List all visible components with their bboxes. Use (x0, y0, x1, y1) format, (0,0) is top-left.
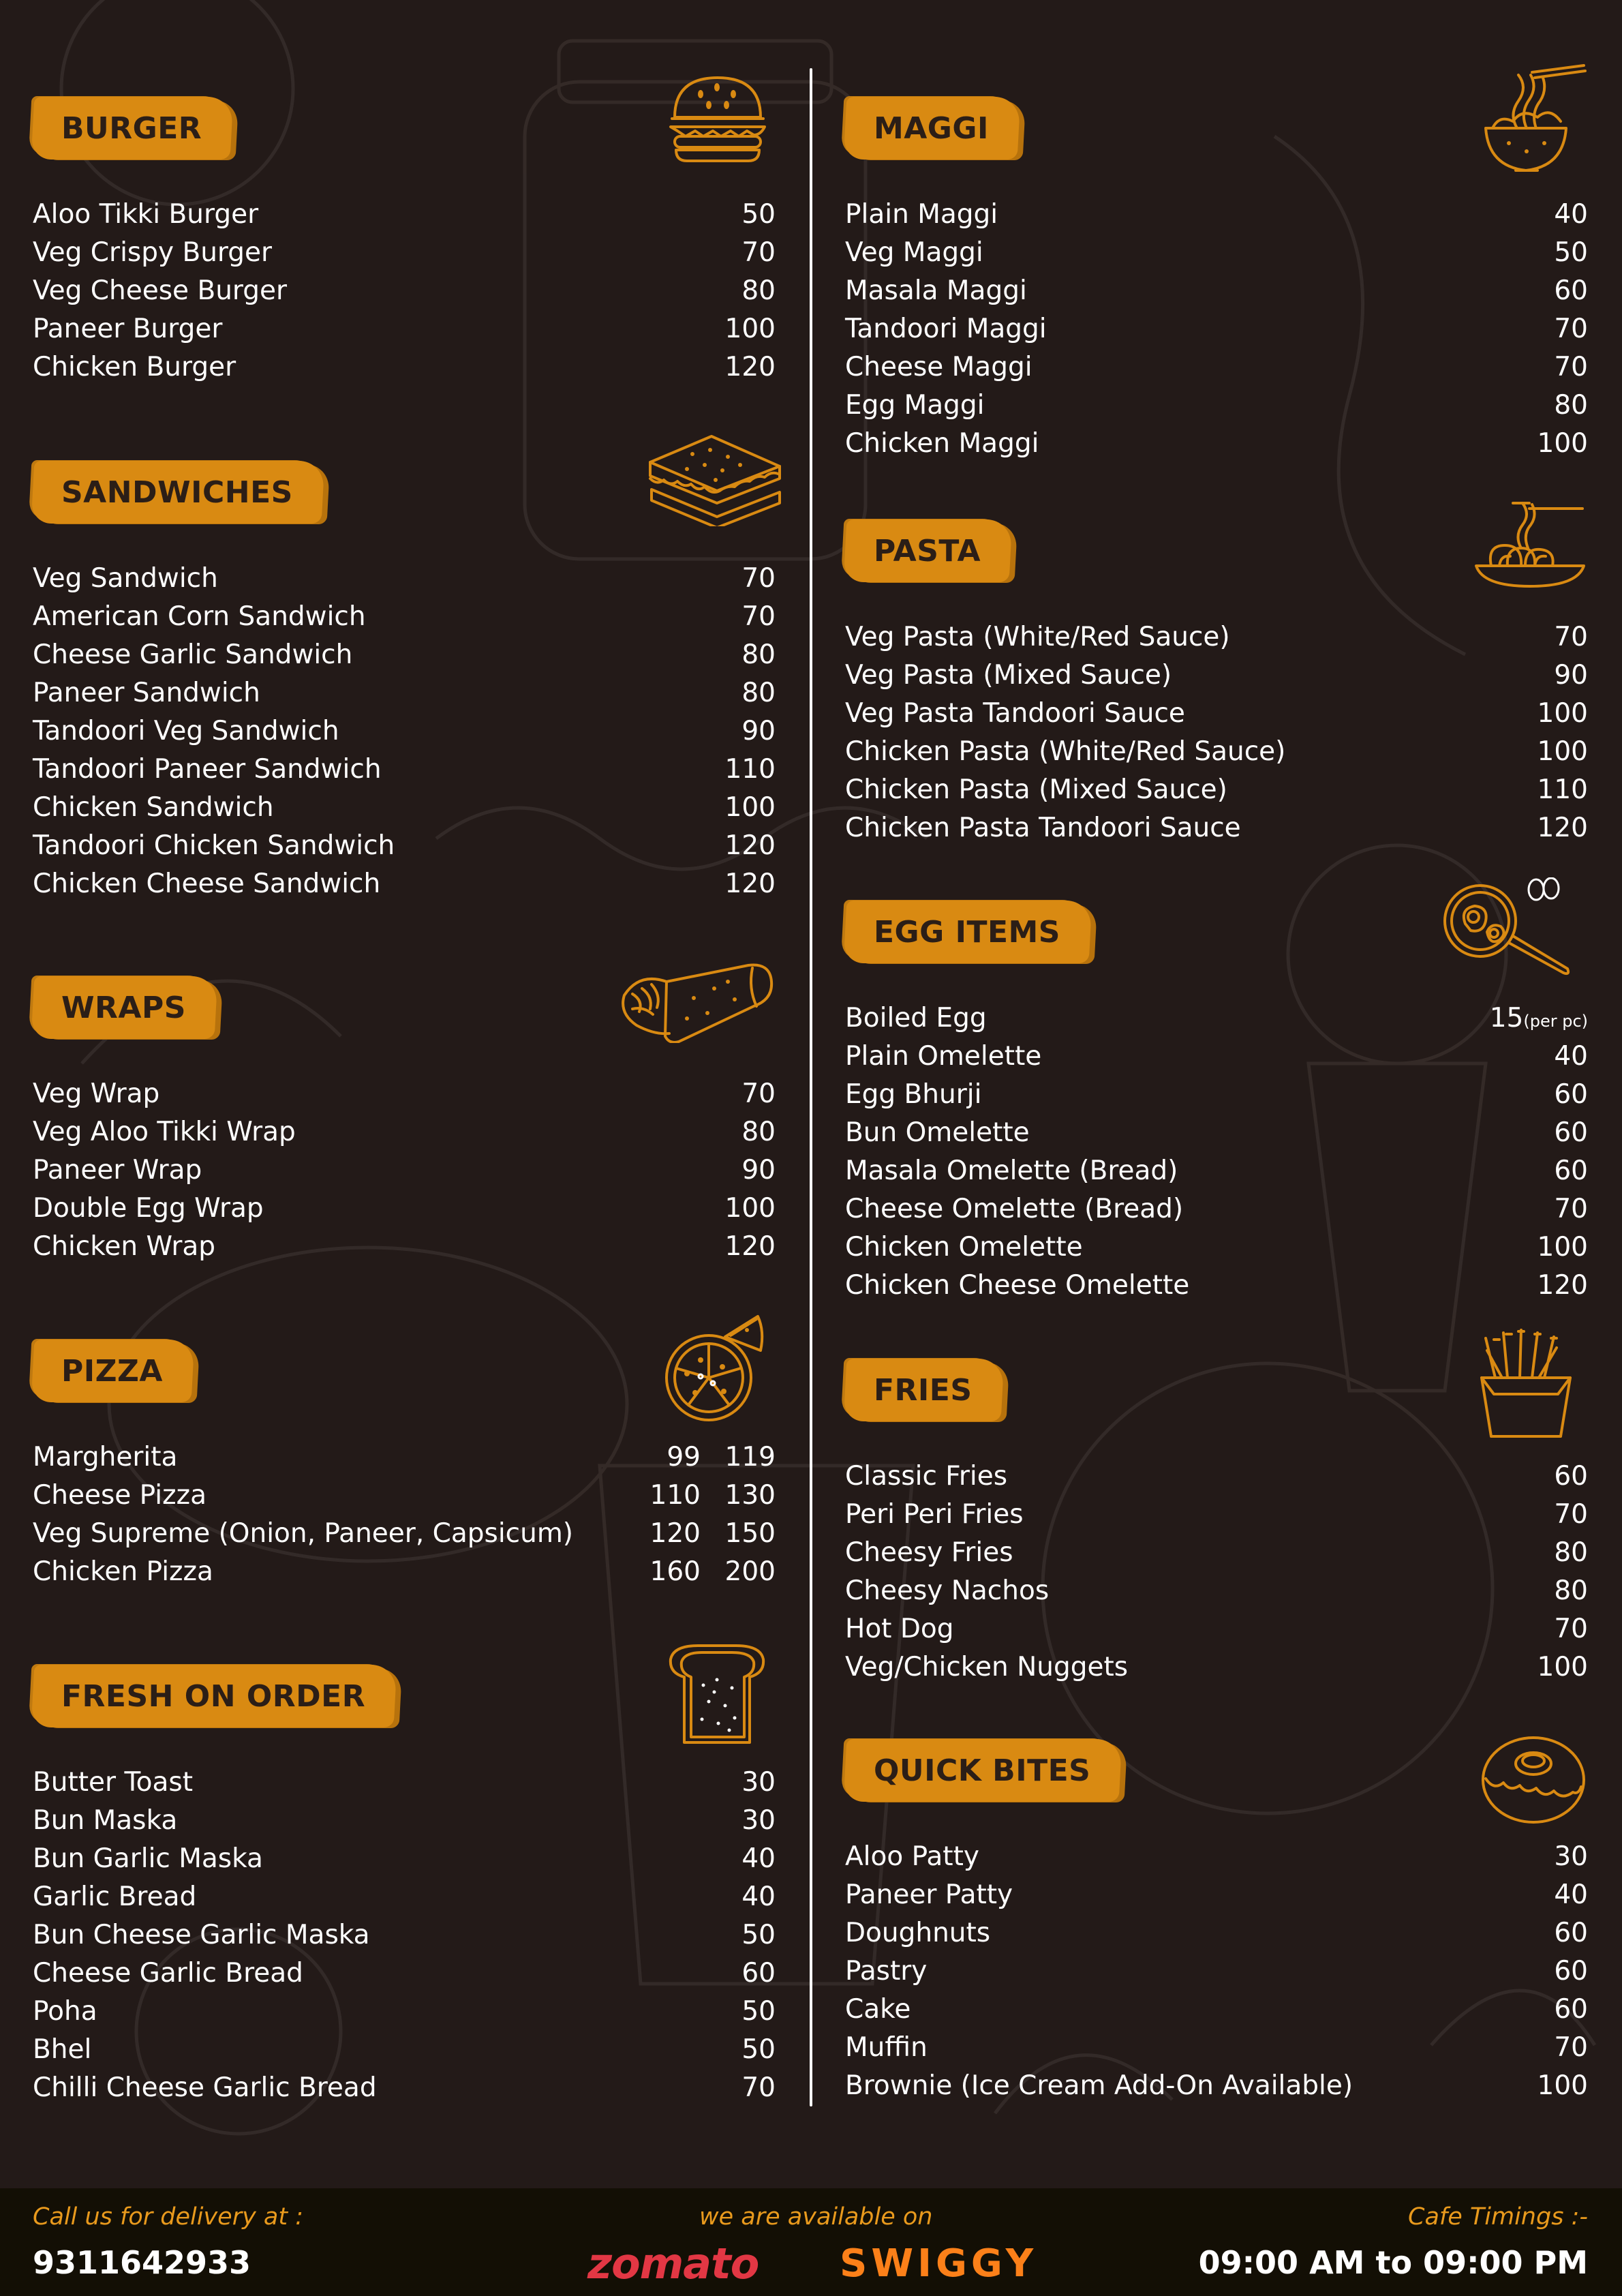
item-price: 40 (741, 1881, 776, 1912)
menu-item (33, 348, 776, 386)
item-name: Pastry (845, 1955, 928, 1987)
item-price: 60 (1554, 1155, 1588, 1186)
menu-item (33, 826, 776, 864)
section-heading (31, 1665, 397, 1727)
item-name: Veg Pasta (White/Red Sauce) (845, 621, 1230, 652)
menu-item (845, 656, 1588, 694)
item-price: 40 (741, 1843, 776, 1874)
available-on-label: we are available on (699, 2203, 933, 2231)
item-price: 120 (724, 351, 776, 382)
item-price: 70 (741, 2072, 776, 2103)
item-price: 80 (1554, 389, 1588, 421)
item-price-group (1490, 1003, 1588, 1033)
section-heading-label: WRAPS (61, 990, 186, 1025)
item-name: Chicken Omelette (845, 1231, 1083, 1263)
item-price: 120 (724, 868, 776, 899)
menu-item (33, 1916, 776, 1954)
item-name: Butter Toast (33, 1766, 194, 1798)
menu-item (845, 809, 1588, 847)
item-price: 70 (1554, 1498, 1588, 1530)
item-price: 70 (741, 237, 776, 268)
section-heading-label: PASTA (874, 533, 981, 569)
phone-number[interactable]: 9311642933 (33, 2244, 251, 2281)
item-name: Plain Omelette (845, 1040, 1042, 1072)
item-prices (626, 1442, 776, 1472)
menu-item (845, 1151, 1588, 1190)
item-name: Tandoori Maggi (845, 313, 1047, 344)
burger-icon (665, 75, 770, 164)
item-price: 100 (1537, 2070, 1588, 2101)
item-name: Paneer Wrap (33, 1154, 202, 1185)
item-price: 90 (741, 715, 776, 746)
item-name: Veg Pasta (Mixed Sauce) (845, 659, 1172, 691)
item-name: Aloo Tikki Burger (33, 198, 259, 230)
menu-item (33, 1992, 776, 2030)
section-heading (844, 97, 1021, 160)
zomato-logo[interactable]: zomato (587, 2239, 759, 2289)
item-price: 50 (1554, 237, 1588, 268)
item-price: 40 (1554, 1040, 1588, 1072)
frying-pan-egg-icon (1438, 877, 1585, 980)
item-price: 80 (1554, 1537, 1588, 1568)
item-name: Double Egg Wrap (33, 1192, 264, 1224)
item-name: Margherita (33, 1441, 178, 1472)
noodle-bowl-icon (1479, 63, 1588, 179)
item-price: 60 (741, 1957, 776, 1989)
item-name: Tandoori Chicken Sandwich (33, 830, 395, 861)
menu-item (33, 1074, 776, 1113)
item-price: 60 (1554, 1955, 1588, 1987)
item-price: 100 (1537, 427, 1588, 459)
item-name: Chicken Wrap (33, 1230, 216, 1262)
item-name: Egg Maggi (845, 389, 985, 421)
section-heading (844, 901, 1092, 963)
menu-item (845, 1075, 1588, 1113)
item-price-regular: 99 (667, 1441, 701, 1472)
menu-item (845, 999, 1588, 1037)
menu-item (33, 635, 776, 674)
item-name: Poha (33, 1995, 97, 2027)
menu-list (33, 1074, 776, 1265)
item-name: Paneer Burger (33, 313, 223, 344)
item-name: Plain Maggi (845, 198, 998, 230)
item-price: 70 (741, 601, 776, 632)
menu-item (845, 2028, 1588, 2066)
item-name: Chicken Burger (33, 351, 236, 382)
menu-item (33, 309, 776, 348)
section-heading-label: BURGER (61, 110, 202, 146)
menu-item (845, 271, 1588, 309)
menu-item (845, 309, 1588, 348)
item-name: Garlic Bread (33, 1881, 197, 1912)
item-price: 50 (741, 1995, 776, 2027)
menu-item (845, 1266, 1588, 1304)
item-name: Cheese Garlic Sandwich (33, 639, 353, 670)
item-name: Peri Peri Fries (845, 1498, 1024, 1530)
menu-item (845, 386, 1588, 424)
item-price: 30 (1554, 1841, 1588, 1872)
item-price: 70 (1554, 1193, 1588, 1224)
item-name: Cheesy Fries (845, 1537, 1013, 1568)
section-heading-label: QUICK BITES (874, 1753, 1091, 1788)
item-price: 100 (1537, 1651, 1588, 1682)
item-price: 30 (741, 1804, 776, 1836)
menu-item (845, 1990, 1588, 2028)
menu-item (845, 1495, 1588, 1533)
menu-item (845, 424, 1588, 462)
menu-item (845, 1648, 1588, 1686)
item-name: Veg Aloo Tikki Wrap (33, 1116, 296, 1147)
menu-item (845, 1875, 1588, 1914)
menu-item (845, 1457, 1588, 1495)
item-price: 40 (1554, 198, 1588, 230)
item-name: Bun Garlic Maska (33, 1843, 263, 1874)
item-price: 40 (1554, 1879, 1588, 1910)
menu-item (845, 1914, 1588, 1952)
section-heading-label: FRESH ON ORDER (61, 1678, 366, 1714)
item-name: Egg Bhurji (845, 1078, 982, 1110)
item-price-regular: 120 (649, 1517, 701, 1549)
item-name: Aloo Patty (845, 1841, 979, 1872)
item-price: 80 (741, 1116, 776, 1147)
item-price-large: 150 (724, 1517, 776, 1549)
item-price: 80 (741, 639, 776, 670)
item-price: 50 (741, 1919, 776, 1950)
cafe-timings-label: Cafe Timings :- (1408, 2203, 1588, 2231)
item-price: 60 (1554, 1993, 1588, 2025)
sandwich-icon (645, 431, 785, 526)
item-name: Bun Omelette (845, 1117, 1030, 1148)
menu-list (845, 1457, 1588, 1686)
wrap-icon (619, 961, 776, 1043)
item-price: 100 (1537, 697, 1588, 729)
menu-item (33, 788, 776, 826)
item-price: 30 (741, 1766, 776, 1798)
item-price: 100 (724, 791, 776, 823)
menu-list (33, 1763, 776, 2106)
item-price-regular: 160 (649, 1556, 701, 1587)
item-price: 100 (1537, 1231, 1588, 1263)
item-price: 90 (741, 1154, 776, 1185)
menu-item (845, 1837, 1588, 1875)
menu-list (845, 195, 1588, 462)
item-price: 70 (1554, 313, 1588, 344)
item-name: Masala Maggi (845, 275, 1027, 306)
item-name: American Corn Sandwich (33, 601, 366, 632)
menu-item (845, 233, 1588, 271)
item-price: 80 (1554, 1575, 1588, 1606)
item-name: Boiled Egg (845, 1002, 987, 1033)
menu-item (845, 1190, 1588, 1228)
menu-item (33, 2030, 776, 2068)
menu-item (33, 864, 776, 903)
item-price: 110 (1537, 774, 1588, 805)
section-heading (31, 976, 218, 1039)
item-price: 70 (1554, 351, 1588, 382)
menu-list (845, 618, 1588, 847)
item-price-unit: (per pc) (1523, 1011, 1588, 1031)
item-price: 60 (1554, 1917, 1588, 1948)
menu-list (845, 1837, 1588, 2104)
item-name: Cake (845, 1993, 911, 2025)
section-heading (844, 1739, 1122, 1802)
section-heading-label: PIZZA (61, 1353, 163, 1389)
item-name: Cheese Maggi (845, 351, 1032, 382)
item-price-regular: 110 (649, 1479, 701, 1511)
item-name: Chicken Cheese Sandwich (33, 868, 381, 899)
item-name: Chicken Pasta Tandoori Sauce (845, 812, 1241, 843)
menu-list (33, 195, 776, 386)
item-name: Veg Crispy Burger (33, 237, 273, 268)
item-name: Chilli Cheese Garlic Bread (33, 2072, 377, 2103)
menu-item (33, 195, 776, 233)
section-heading (844, 1359, 1004, 1421)
item-name: Veg Supreme (Onion, Paneer, Capsicum) (33, 1517, 574, 1549)
donut-icon (1479, 1732, 1588, 1828)
menu-item (845, 348, 1588, 386)
column-divider (810, 68, 812, 2106)
menu-item (33, 2068, 776, 2106)
item-name: Hot Dog (845, 1613, 954, 1644)
item-name: Paneer Patty (845, 1879, 1013, 1910)
item-price: 70 (741, 1078, 776, 1109)
menu-item (33, 271, 776, 309)
item-price: 90 (1554, 659, 1588, 691)
menu-item (33, 1151, 776, 1189)
item-price: 120 (1537, 1269, 1588, 1301)
menu-item (845, 1571, 1588, 1610)
menu-item (845, 1952, 1588, 1990)
item-price: 70 (1554, 2031, 1588, 2063)
item-price: 70 (1554, 621, 1588, 652)
item-name: Chicken Pasta (White/Red Sauce) (845, 736, 1286, 767)
menu-item (33, 1552, 776, 1590)
item-name: Masala Omelette (Bread) (845, 1155, 1178, 1186)
item-name: Paneer Sandwich (33, 677, 260, 708)
item-price-large: 200 (724, 1556, 776, 1587)
menu-item (845, 1228, 1588, 1266)
item-price-large: 119 (724, 1441, 776, 1472)
section-heading (31, 1340, 195, 1402)
delivery-label: Call us for delivery at : (33, 2203, 304, 2231)
bread-icon (667, 1643, 766, 1748)
footer-bar (0, 2188, 1622, 2296)
item-prices (626, 1480, 776, 1511)
item-price: 60 (1554, 1078, 1588, 1110)
menu-item (33, 1189, 776, 1227)
menu-item (845, 1113, 1588, 1151)
menu-item (845, 732, 1588, 770)
item-name: Tandoori Paneer Sandwich (33, 753, 382, 785)
item-price: 80 (741, 677, 776, 708)
section-heading-label: EGG ITEMS (874, 914, 1061, 950)
menu-item (845, 770, 1588, 809)
item-name: Chicken Pasta (Mixed Sauce) (845, 774, 1227, 805)
item-price: 100 (1537, 736, 1588, 767)
item-price-large: 130 (724, 1479, 776, 1511)
menu-list (33, 559, 776, 903)
menu-list (845, 999, 1588, 1304)
section-heading-label: FRIES (874, 1372, 973, 1408)
item-name: Chicken Maggi (845, 427, 1039, 459)
item-name: Tandoori Veg Sandwich (33, 715, 339, 746)
section-heading (844, 519, 1013, 582)
item-price: 50 (741, 198, 776, 230)
item-name: Veg Sandwich (33, 562, 218, 594)
item-name: Chicken Cheese Omelette (845, 1269, 1190, 1301)
menu-item (33, 750, 776, 788)
menu-item (33, 233, 776, 271)
menu-item (33, 1877, 776, 1916)
item-name: Bun Cheese Garlic Maska (33, 1919, 370, 1950)
cafe-timings: 09:00 AM to 09:00 PM (1198, 2244, 1588, 2281)
item-name: Cheesy Nachos (845, 1575, 1050, 1606)
menu-item (845, 618, 1588, 656)
menu-item (33, 712, 776, 750)
section-heading-label: MAGGI (874, 110, 989, 146)
item-name: Veg Wrap (33, 1078, 160, 1109)
item-name: Bun Maska (33, 1804, 178, 1836)
item-name: Veg/Chicken Nuggets (845, 1651, 1129, 1682)
item-name: Chicken Pizza (33, 1556, 213, 1587)
menu-item (33, 1801, 776, 1839)
item-name: Chicken Sandwich (33, 791, 274, 823)
item-prices (626, 1518, 776, 1549)
section-heading-label: SANDWICHES (61, 474, 293, 510)
item-name: Veg Pasta Tandoori Sauce (845, 697, 1185, 729)
pizza-icon (660, 1310, 776, 1425)
item-prices (626, 1556, 776, 1587)
menu-item (845, 1610, 1588, 1648)
item-name: Bhel (33, 2034, 92, 2065)
item-price: 100 (724, 1192, 776, 1224)
menu-item (845, 1037, 1588, 1075)
menu-item (845, 694, 1588, 732)
item-price: 100 (724, 313, 776, 344)
section-heading (31, 461, 325, 524)
item-price: 120 (724, 830, 776, 861)
item-price: 60 (1554, 1117, 1588, 1148)
menu-item (33, 559, 776, 597)
item-price: 60 (1554, 1460, 1588, 1492)
fries-icon (1475, 1326, 1577, 1442)
item-price: 80 (741, 275, 776, 306)
menu-item (33, 1438, 776, 1476)
menu-item (33, 1763, 776, 1801)
menu-item (33, 1954, 776, 1992)
menu-item (33, 1113, 776, 1151)
swiggy-logo[interactable]: SWIGGY (840, 2241, 1038, 2286)
section-heading (31, 97, 234, 160)
item-price: 120 (1537, 812, 1588, 843)
item-name: Doughnuts (845, 1917, 991, 1948)
item-name: Muffin (845, 2031, 928, 2063)
item-name: Cheese Omelette (Bread) (845, 1193, 1184, 1224)
menu-item (33, 1476, 776, 1514)
item-price: 110 (724, 753, 776, 785)
item-price: 70 (741, 562, 776, 594)
item-price: 120 (724, 1230, 776, 1262)
menu-item (845, 195, 1588, 233)
item-name: Brownie (Ice Cream Add-On Available) (845, 2070, 1353, 2101)
menu-item (33, 1227, 776, 1265)
menu-item (33, 1514, 776, 1552)
menu-item (33, 597, 776, 635)
pasta-plate-icon (1472, 498, 1588, 600)
item-price: 50 (741, 2034, 776, 2065)
menu-list (33, 1438, 776, 1590)
item-name: Cheese Pizza (33, 1479, 206, 1511)
item-name: Cheese Garlic Bread (33, 1957, 303, 1989)
menu-item (33, 1839, 776, 1877)
item-price: 60 (1554, 275, 1588, 306)
item-price: 15 (1489, 1002, 1524, 1033)
menu-item (33, 674, 776, 712)
menu-item (845, 2066, 1588, 2104)
item-name: Veg Maggi (845, 237, 983, 268)
item-price: 70 (1554, 1613, 1588, 1644)
item-name: Classic Fries (845, 1460, 1008, 1492)
item-name: Veg Cheese Burger (33, 275, 288, 306)
menu-item (845, 1533, 1588, 1571)
